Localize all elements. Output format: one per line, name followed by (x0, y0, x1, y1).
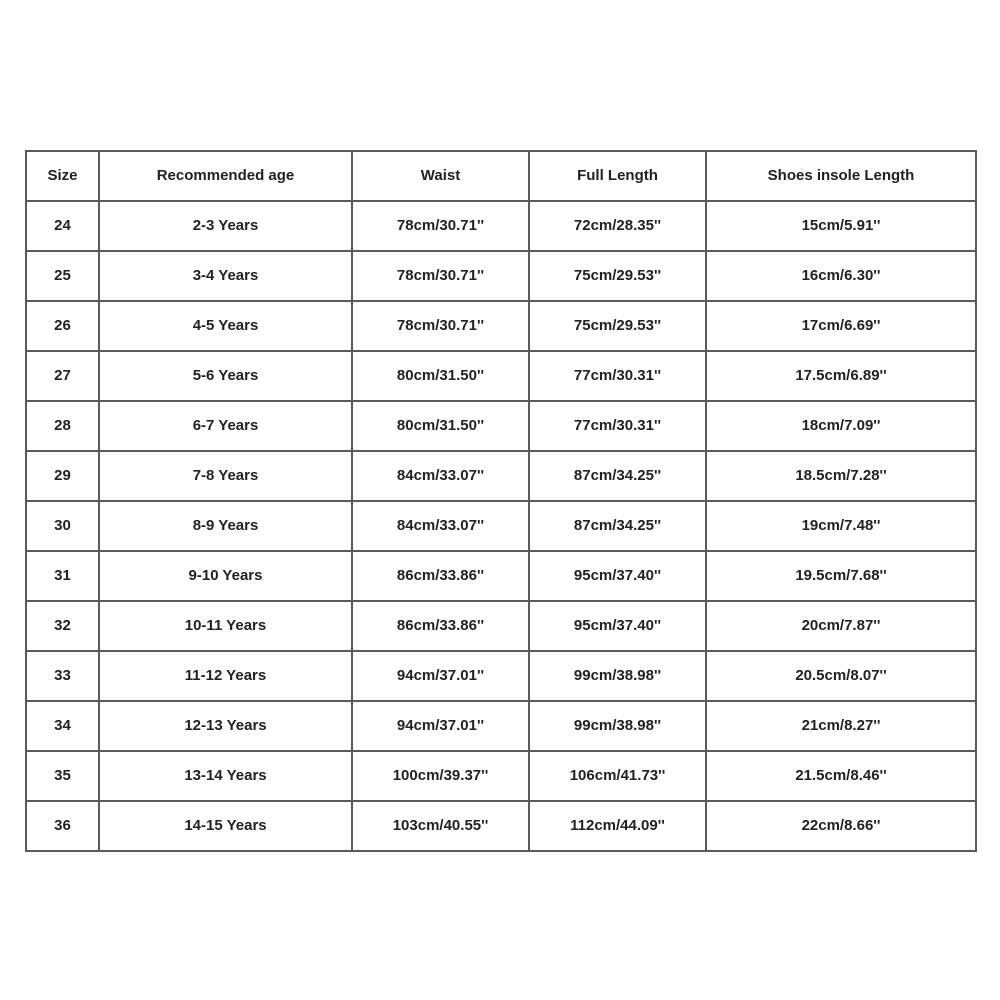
cell-full-length: 87cm/34.25'' (529, 451, 706, 501)
cell-size: 24 (26, 201, 99, 251)
cell-size: 36 (26, 801, 99, 851)
table-row (26, 451, 976, 501)
cell-waist: 84cm/33.07'' (352, 501, 529, 551)
cell-recommended-age: 5-6 Years (99, 351, 352, 401)
cell-shoes-insole-length: 18cm/7.09'' (706, 401, 976, 451)
table-row (26, 801, 976, 851)
cell-waist: 84cm/33.07'' (352, 451, 529, 501)
cell-shoes-insole-length: 22cm/8.66'' (706, 801, 976, 851)
size-chart-table (25, 150, 977, 852)
cell-shoes-insole-length: 15cm/5.91'' (706, 201, 976, 251)
cell-waist: 86cm/33.86'' (352, 601, 529, 651)
cell-recommended-age: 6-7 Years (99, 401, 352, 451)
cell-shoes-insole-length: 20cm/7.87'' (706, 601, 976, 651)
table-row (26, 601, 976, 651)
cell-recommended-age: 7-8 Years (99, 451, 352, 501)
cell-shoes-insole-length: 19cm/7.48'' (706, 501, 976, 551)
cell-waist: 80cm/31.50'' (352, 351, 529, 401)
cell-shoes-insole-length: 21.5cm/8.46'' (706, 751, 976, 801)
cell-full-length: 99cm/38.98'' (529, 651, 706, 701)
cell-size: 26 (26, 301, 99, 351)
cell-recommended-age: 4-5 Years (99, 301, 352, 351)
cell-recommended-age: 11-12 Years (99, 651, 352, 701)
header-recommended-age: Recommended age (99, 151, 352, 201)
cell-size: 25 (26, 251, 99, 301)
cell-full-length: 75cm/29.53'' (529, 301, 706, 351)
cell-recommended-age: 2-3 Years (99, 201, 352, 251)
cell-waist: 103cm/40.55'' (352, 801, 529, 851)
cell-full-length: 77cm/30.31'' (529, 351, 706, 401)
cell-waist: 100cm/39.37'' (352, 751, 529, 801)
table-row (26, 701, 976, 751)
table-row (26, 201, 976, 251)
cell-recommended-age: 14-15 Years (99, 801, 352, 851)
cell-recommended-age: 10-11 Years (99, 601, 352, 651)
cell-size: 31 (26, 551, 99, 601)
table-row (26, 551, 976, 601)
table-body (26, 201, 976, 851)
table-row (26, 301, 976, 351)
header-waist: Waist (352, 151, 529, 201)
header-shoes-insole-length: Shoes insole Length (706, 151, 976, 201)
cell-full-length: 99cm/38.98'' (529, 701, 706, 751)
cell-size: 29 (26, 451, 99, 501)
cell-waist: 78cm/30.71'' (352, 301, 529, 351)
cell-size: 33 (26, 651, 99, 701)
cell-shoes-insole-length: 20.5cm/8.07'' (706, 651, 976, 701)
cell-size: 30 (26, 501, 99, 551)
table-row (26, 651, 976, 701)
cell-waist: 94cm/37.01'' (352, 651, 529, 701)
cell-full-length: 106cm/41.73'' (529, 751, 706, 801)
cell-full-length: 112cm/44.09'' (529, 801, 706, 851)
cell-full-length: 87cm/34.25'' (529, 501, 706, 551)
cell-full-length: 72cm/28.35'' (529, 201, 706, 251)
cell-waist: 94cm/37.01'' (352, 701, 529, 751)
cell-shoes-insole-length: 21cm/8.27'' (706, 701, 976, 751)
cell-shoes-insole-length: 17.5cm/6.89'' (706, 351, 976, 401)
cell-size: 35 (26, 751, 99, 801)
cell-recommended-age: 12-13 Years (99, 701, 352, 751)
table-row (26, 251, 976, 301)
cell-waist: 86cm/33.86'' (352, 551, 529, 601)
cell-size: 32 (26, 601, 99, 651)
table-row (26, 401, 976, 451)
header-size: Size (26, 151, 99, 201)
cell-size: 28 (26, 401, 99, 451)
cell-shoes-insole-length: 19.5cm/7.68'' (706, 551, 976, 601)
table-row (26, 501, 976, 551)
cell-shoes-insole-length: 16cm/6.30'' (706, 251, 976, 301)
cell-recommended-age: 8-9 Years (99, 501, 352, 551)
cell-full-length: 77cm/30.31'' (529, 401, 706, 451)
cell-shoes-insole-length: 17cm/6.69'' (706, 301, 976, 351)
table-row (26, 351, 976, 401)
cell-recommended-age: 13-14 Years (99, 751, 352, 801)
cell-full-length: 95cm/37.40'' (529, 601, 706, 651)
cell-size: 34 (26, 701, 99, 751)
cell-full-length: 95cm/37.40'' (529, 551, 706, 601)
cell-waist: 78cm/30.71'' (352, 201, 529, 251)
cell-shoes-insole-length: 18.5cm/7.28'' (706, 451, 976, 501)
header-full-length: Full Length (529, 151, 706, 201)
cell-waist: 80cm/31.50'' (352, 401, 529, 451)
cell-waist: 78cm/30.71'' (352, 251, 529, 301)
cell-full-length: 75cm/29.53'' (529, 251, 706, 301)
cell-recommended-age: 3-4 Years (99, 251, 352, 301)
table-header-row (26, 151, 976, 201)
table-row (26, 751, 976, 801)
cell-size: 27 (26, 351, 99, 401)
cell-recommended-age: 9-10 Years (99, 551, 352, 601)
